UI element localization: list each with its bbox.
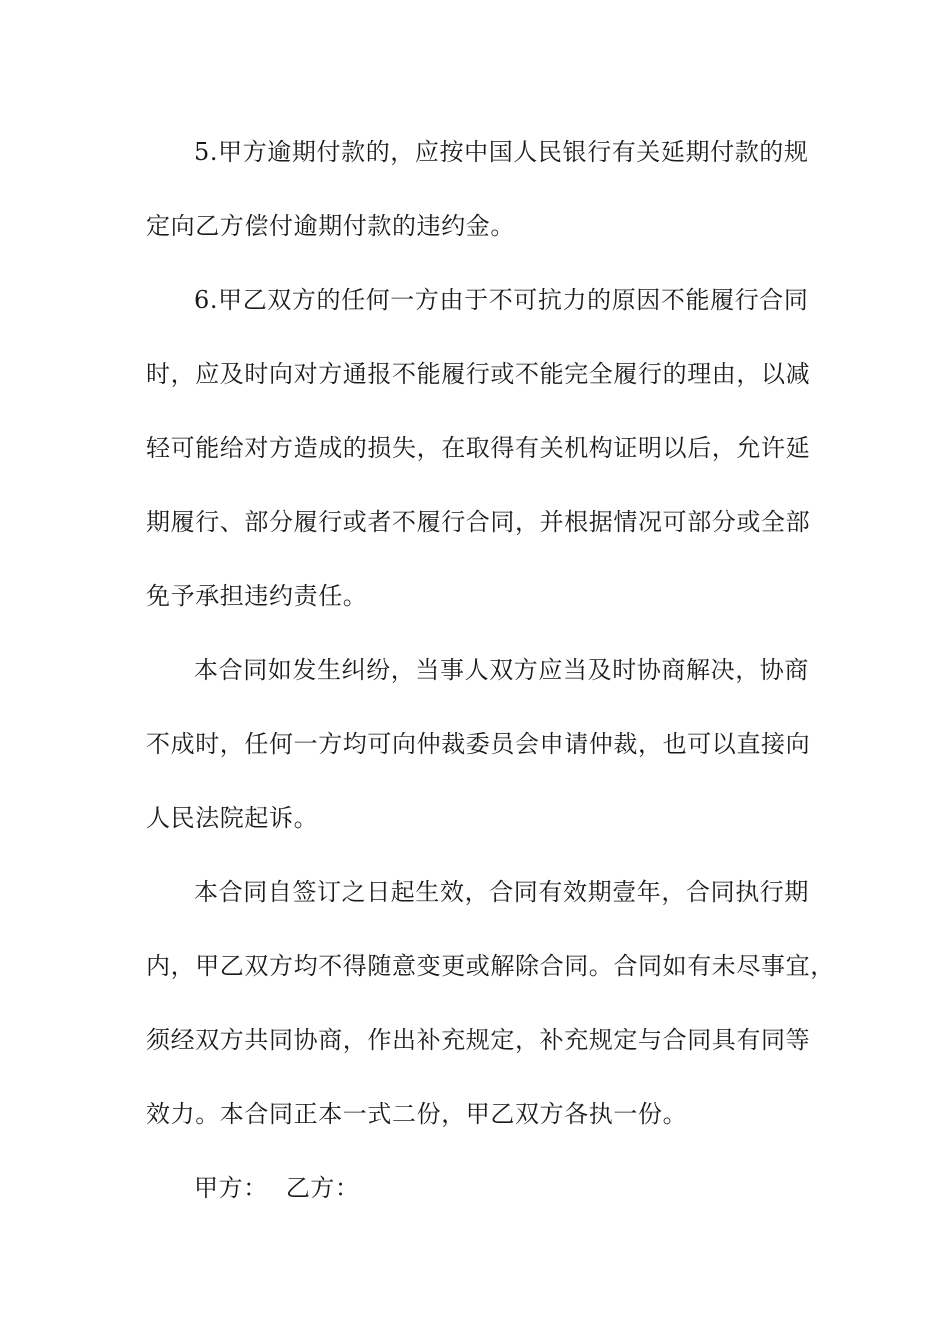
clause-6-line-1: 6.甲乙双方的任何一方由于不可抗力的原因不能履行合同 — [194, 286, 809, 314]
validity-line-4: 效力。本合同正本一式二份，甲乙双方各执一份。 — [146, 1100, 688, 1128]
clause-6-line-3: 轻可能给对方造成的损失，在取得有关机构证明以后，允许延 — [146, 434, 811, 462]
dispute-line-3: 人民法院起诉。 — [146, 804, 319, 832]
dispute-line-1: 本合同如发生纠纷，当事人双方应当及时协商解决，协商 — [194, 656, 809, 684]
dispute-line-2: 不成时，任何一方均可向仲裁委员会申请仲裁，也可以直接向 — [146, 730, 811, 758]
validity-line-3: 须经双方共同协商，作出补充规定，补充规定与合同具有同等 — [146, 1026, 811, 1054]
signature-line — [194, 1172, 360, 1204]
clause-5-line-1: 5.甲方逾期付款的，应按中国人民银行有关延期付款的规 — [194, 138, 809, 166]
clause-6-line-2: 时，应及时向对方通报不能履行或不能完全履行的理由，以减 — [146, 360, 811, 388]
validity-line-1: 本合同自签订之日起生效，合同有效期壹年，合同执行期 — [194, 878, 809, 906]
clause-6-line-4: 期履行、部分履行或者不履行合同，并根据情况可部分或全部 — [146, 508, 811, 536]
party-b-label: 乙方： — [285, 1174, 360, 1202]
party-a-label: 甲方： — [194, 1174, 268, 1202]
validity-line-2: 内，甲乙双方均不得随意变更或解除合同。合同如有未尽事宜， — [146, 952, 835, 980]
clause-6-line-5: 免予承担违约责任。 — [146, 582, 368, 610]
clause-5-line-2: 定向乙方偿付逾期付款的违约金。 — [146, 212, 515, 240]
